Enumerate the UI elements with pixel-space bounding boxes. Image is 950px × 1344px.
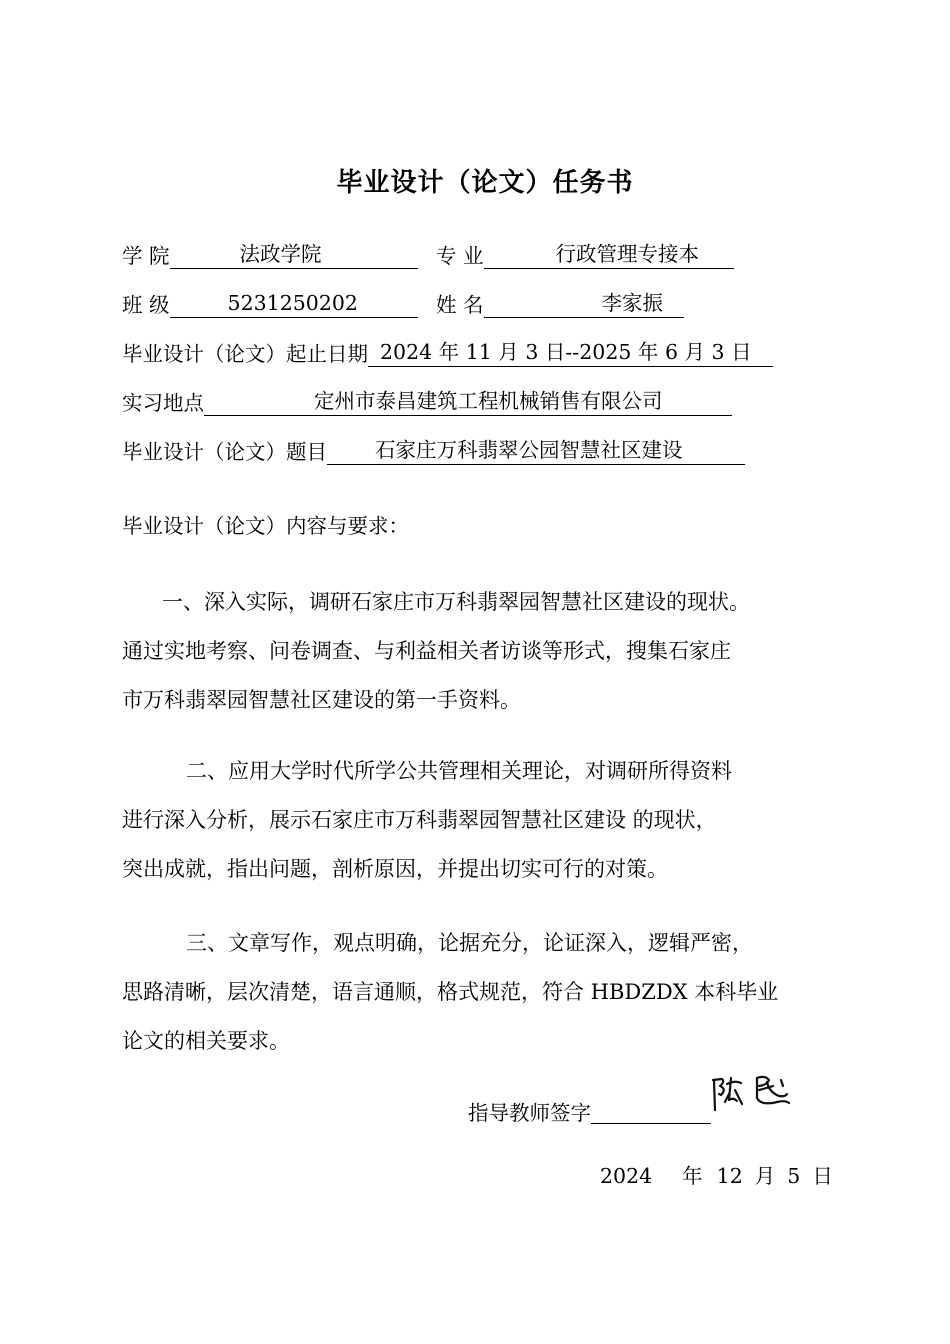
date-row bbox=[600, 1160, 833, 1192]
signature-row bbox=[468, 1097, 711, 1129]
major-label: 专 业 bbox=[436, 244, 484, 268]
major-value: 行政管理专接本 bbox=[555, 242, 700, 266]
period-underline bbox=[368, 338, 773, 367]
topic-underline bbox=[327, 436, 745, 465]
p1-line-2: 通过实地考察、问卷调查、与利益相关者访谈等形式，搜集石家庄 bbox=[122, 639, 731, 663]
signature-label: 指导教师签字 bbox=[468, 1101, 591, 1125]
college-label: 学 院 bbox=[122, 244, 170, 268]
location-row bbox=[122, 387, 732, 419]
p2-line-2: 进行深入分析，展示石家庄市万科翡翠园智慧社区建设 的现状， bbox=[122, 808, 717, 832]
p3-line-1: 三、文章写作，观点明确，论据充分，论证深入，逻辑严密， bbox=[186, 931, 753, 955]
requirement-paragraph-3 bbox=[122, 919, 832, 1066]
class-value: 5231250202 bbox=[227, 291, 358, 315]
college-underline bbox=[170, 240, 418, 269]
location-underline bbox=[204, 387, 732, 416]
p1-line-1: 一、深入实际，调研石家庄市万科翡翠园智慧社区建设的现状。 bbox=[162, 590, 750, 614]
date-day: 5 bbox=[787, 1164, 801, 1188]
topic-value: 石家庄万科翡翠公园智慧社区建设 bbox=[375, 438, 683, 462]
requirements-heading: 毕业设计（论文）内容与要求： bbox=[122, 514, 409, 538]
topic-label: 毕业设计（论文）题目 bbox=[122, 440, 327, 464]
p3-line-2: 思路清晰，层次清楚，语言通顺，格式规范，符合 HBDZDX 本科毕业 bbox=[122, 980, 779, 1004]
p2-line-1: 二、应用大学时代所学公共管理相关理论，对调研所得资料 bbox=[186, 759, 732, 783]
major-underline bbox=[484, 240, 734, 269]
date-day-unit: 日 bbox=[812, 1164, 833, 1188]
topic-row bbox=[122, 436, 745, 468]
p3-line-3: 论文的相关要求。 bbox=[122, 1029, 290, 1053]
college-row bbox=[122, 240, 418, 272]
class-row bbox=[122, 289, 418, 321]
handwritten-signature bbox=[705, 1070, 800, 1115]
date-year-unit: 年 bbox=[682, 1164, 703, 1188]
major-row bbox=[436, 240, 734, 272]
class-underline bbox=[170, 289, 418, 318]
name-label: 姓 名 bbox=[436, 293, 484, 317]
requirement-paragraph-1 bbox=[122, 578, 832, 725]
requirement-paragraph-2 bbox=[122, 747, 832, 894]
period-value: 2024 年 11 月 3 日--2025 年 6 月 3 日 bbox=[380, 340, 752, 364]
p1-line-3: 市万科翡翠园智慧社区建设的第一手资料。 bbox=[122, 688, 521, 712]
name-value: 李家振 bbox=[601, 291, 664, 315]
name-row bbox=[436, 289, 684, 321]
date-month-unit: 月 bbox=[754, 1164, 776, 1188]
location-value: 定州市泰昌建筑工程机械销售有限公司 bbox=[314, 389, 663, 413]
period-label: 毕业设计（论文）起止日期 bbox=[122, 342, 368, 366]
document-title: 毕业设计（论文）任务书 bbox=[336, 168, 634, 198]
college-value: 法政学院 bbox=[239, 242, 322, 266]
class-label: 班 级 bbox=[122, 293, 170, 317]
signature-underline bbox=[591, 1097, 711, 1124]
name-underline bbox=[484, 289, 684, 318]
period-row bbox=[122, 338, 773, 370]
location-label: 实习地点 bbox=[122, 391, 204, 415]
p2-line-3: 突出成就，指出问题，剖析原因，并提出切实可行的对策。 bbox=[122, 857, 668, 881]
date-year: 2024 bbox=[600, 1164, 653, 1188]
date-month: 12 bbox=[716, 1164, 743, 1188]
